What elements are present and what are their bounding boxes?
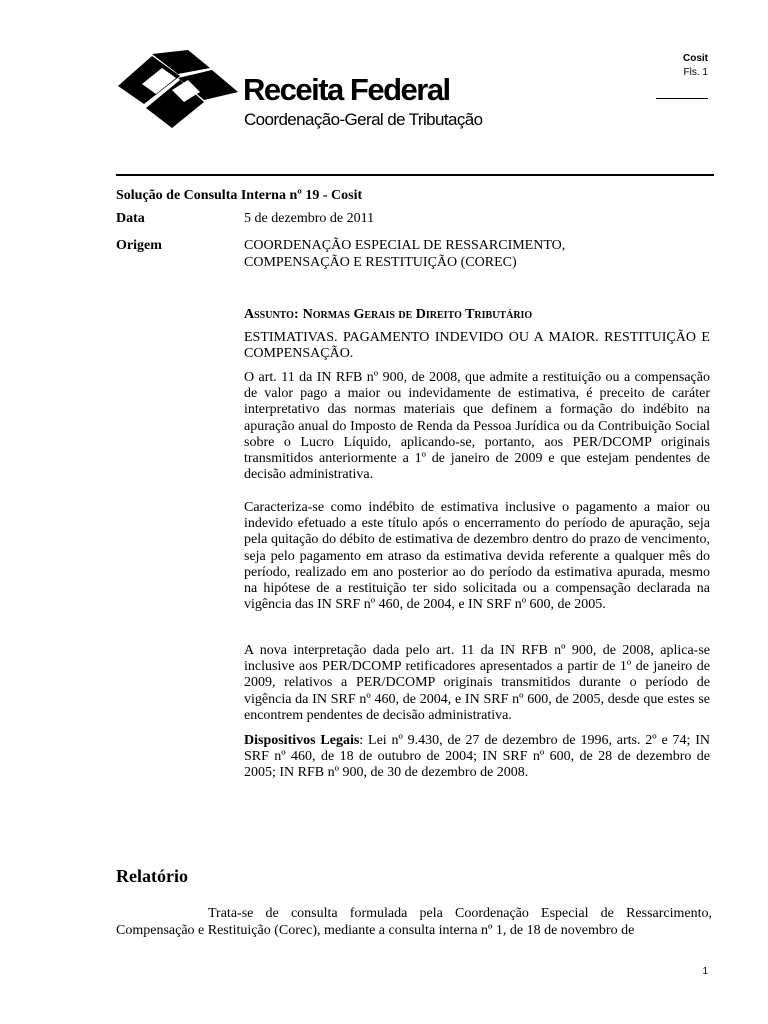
report-body: [116, 906, 712, 939]
ementa-paragraph-2: [244, 500, 710, 613]
report-paragraph: Trata-se de consulta formulada pela Coordenação Especial de Ressarcimento, Compensação e Restituição (Corec), mediante a consulta interna nº 1, de 18 de novembro de: [116, 906, 712, 938]
brand-subtitle: Coordenação-Geral de Tributação: [244, 110, 483, 129]
keywords-text: ESTIMATIVAS. PAGAMENTO INDEVIDO OU A MAIOR. RESTITUIÇÃO E COMPENSAÇÃO.: [244, 330, 710, 362]
ementa-keywords: [244, 330, 710, 362]
legal-label: Dispositivos Legais: [244, 733, 360, 748]
assunto-label: Assunto:: [244, 307, 299, 322]
origin-label: Origem: [116, 238, 162, 253]
assunto-line: [244, 305, 532, 323]
receita-federal-logo-icon: [118, 50, 240, 128]
sheet-signature-line: [656, 98, 708, 99]
date-value: 5 de dezembro de 2011: [244, 211, 375, 226]
document-title: Solução de Consulta Interna nº 19 - Cosit: [116, 188, 363, 203]
paragraph-text: A nova interpretação dada pelo art. 11 da IN RFB nº 900, de 2008, aplica-se inclusive aos PER/DCOMP retificadores apresentados a partir de 1º de janeiro de 2009, relativos a PER/DCOMP originais transmitidos durante o período de vigência da IN SRF nº 460, de 2004, e IN SRF nº 600, de 2005, desde que estes se encontrem pendentes de decisão administrativa.: [244, 643, 710, 723]
legal-provisions: [244, 733, 710, 782]
origin-line-2: COMPENSAÇÃO E RESTITUIÇÃO (COREC): [244, 255, 517, 270]
brand-title: Receita Federal: [243, 72, 450, 107]
header-divider: [116, 174, 714, 176]
origin-line-1: COORDENAÇÃO ESPECIAL DE RESSARCIMENTO,: [244, 238, 566, 253]
assunto-value: Normas Gerais de Direito Tributário: [302, 307, 533, 322]
corner-sheet: Fls. 1: [683, 67, 708, 78]
paragraph-text: O art. 11 da IN RFB nº 900, de 2008, que admite a restituição ou a compensação de valor pago a maior ou indevidamente de estimativa, é preceito de caráter interpretativo das normas materiais que definem a formação do indébito na apuração anual do Imposto de Renda da Pessoa Jurídica ou da Contribuição Social sobre o Lucro Líquido, aplicando-se, portanto, aos PER/DCOMP originais transmitidos anteriormente a 1º de janeiro de 2009 e que estejam pendentes de decisão administrativa.: [244, 370, 710, 483]
ementa-paragraph-1: [244, 370, 710, 483]
legal-text: : Lei nº 9.430, de 27 de dezembro de 1996, arts. 2º e 74; IN SRF nº 460, de 18 de outubro de 2004; IN SRF nº 600, de 28 de dezembro de 2005; IN RFB nº 900, de 30 de dezembro de 2008.: [244, 733, 710, 781]
corner-org: Cosit: [683, 53, 708, 64]
date-label: Data: [116, 211, 145, 226]
paragraph-text: Caracteriza-se como indébito de estimativa inclusive o pagamento a maior ou indevido efetuado a este título após o encerramento do período de apuração, seja pela quitação do débito de estimativa de dezembro dentro do prazo de vencimento, seja pelo pagamento em atraso da estimativa devida referente a qualquer mês do período, realizado em ano posterior ao do período da estimativa apurada, mesmo na hipótese de a restituição ter sido solicitada ou a compensação declarada na vigência das IN SRF nº 460, de 2004, e IN SRF nº 600, de 2005.: [244, 500, 710, 613]
ementa-paragraph-3: [244, 643, 710, 724]
page-number: 1: [702, 966, 708, 977]
report-heading: Relatório: [116, 866, 188, 886]
